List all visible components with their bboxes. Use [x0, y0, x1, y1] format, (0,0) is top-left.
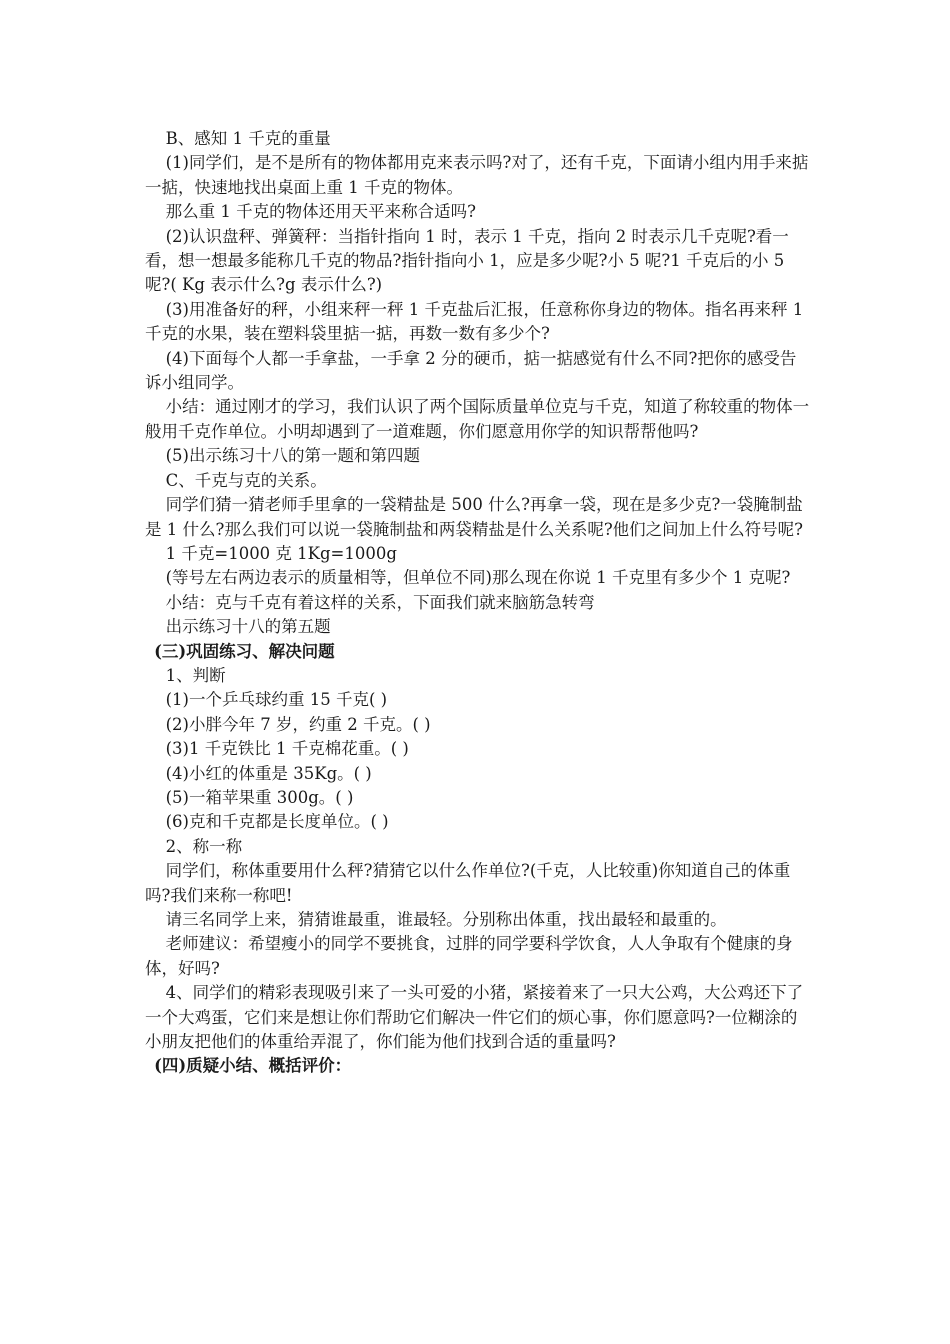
judge-item: (3)1 千克铁比 1 千克棉花重。( ): [165, 739, 409, 759]
paragraph: (5)出示练习十八的第一题和第四题: [165, 446, 420, 466]
paragraph: (3)用准备好的秤，小组来秤一秤 1 千克盐后汇报，任意称你身边的物体。指名再来秤 1 千克的水果，装在塑料袋里掂一掂，再数一数有多少个?: [145, 299, 804, 344]
judge-item: (2)小胖今年 7 岁，约重 2 千克。( ): [165, 714, 431, 734]
paragraph: 小结：克与千克有着这样的关系，下面我们就来脑筋急转弯: [165, 592, 595, 612]
paragraph: (2)认识盘秤、弹簧秤：当指针指向 1 时，表示 1 千克，指向 2 时表示几千克呢?看一看，想一想最多能称几千克的物品?指针指向小 1，应是多少呢?小 5 呢?1 千克后的小 5 呢?( Kg 表示什么?g 表示什么?): [145, 226, 789, 295]
paragraph: 出示练习十八的第五题: [165, 617, 331, 637]
paragraph: 同学们猜一猜老师手里拿的一袋精盐是 500 什么?再拿一袋，现在是多少克?一袋腌制盐是 1 什么?那么我们可以说一袋腌制盐和两袋精盐是什么关系呢?他们之间加上什么符号呢?: [145, 495, 804, 539]
judge-item: (4)小红的体重是 35Kg。( ): [165, 763, 372, 783]
section-c-heading: C、千克与克的关系。: [165, 470, 327, 490]
formula-line: 1 千克=1000 克 1Kg=1000g: [165, 543, 397, 563]
section-4-heading: (四)质疑小结、概括评价：: [154, 1056, 352, 1076]
paragraph: (1)同学们，是不是所有的物体都用克来表示吗?对了，还有千克，下面请小组内用手来掂一掂，快速地找出桌面上重 1 千克的物体。: [145, 153, 809, 197]
paragraph: 老师建议：希望瘦小的同学不要挑食，过胖的同学要科学饮食，人人争取有个健康的身体，好吗?: [145, 934, 793, 978]
document-body: [145, 127, 810, 1079]
paragraph: 小结：通过刚才的学习，我们认识了两个国际质量单位克与千克，知道了称较重的物体一般用千克作单位。小明却遇到了一道难题，你们愿意用你学的知识帮帮他吗?: [145, 397, 810, 441]
paragraph: 请三名同学上来，猜猜谁最重，谁最轻。分别称出体重，找出最轻和最重的。: [165, 910, 727, 929]
paragraph: 那么重 1 千克的物体还用天平来称合适吗?: [165, 202, 476, 222]
paragraph: 4、同学们的精彩表现吸引来了一头可爱的小猪，紧接着来了一只大公鸡，大公鸡还下了一个大鸡蛋，它们来是想让你们帮助它们解决一件它们的烦心事，你们愿意吗?一位糊涂的小朋友把他们的体重给弄混了，你们能为他们找到合适的重量吗?: [145, 983, 804, 1052]
paragraph: (4)下面每个人都一手拿盐，一手拿 2 分的硬币，掂一掂感觉有什么不同?把你的感受告诉小组同学。: [145, 348, 797, 393]
paragraph: 同学们，称体重要用什么秤?猜猜它以什么作单位?(千克，人比较重)你知道自己的体重吗?我们来称一称吧!: [145, 861, 791, 905]
section-3-heading: (三)巩固练习、解决问题: [154, 641, 335, 661]
subheading: 1、判断: [165, 665, 226, 685]
subheading: 2、称一称: [165, 836, 243, 856]
judge-item: (6)克和千克都是长度单位。( ): [165, 812, 389, 832]
section-b-heading: B、感知 1 千克的重量: [165, 129, 331, 148]
judge-item: (5)一箱苹果重 300g。( ): [165, 787, 354, 807]
judge-item: (1)一个乒乓球约重 15 千克( ): [165, 690, 388, 710]
paragraph: (等号左右两边表示的质量相等，但单位不同)那么现在你说 1 千克里有多少个 1 克呢?: [165, 568, 791, 588]
